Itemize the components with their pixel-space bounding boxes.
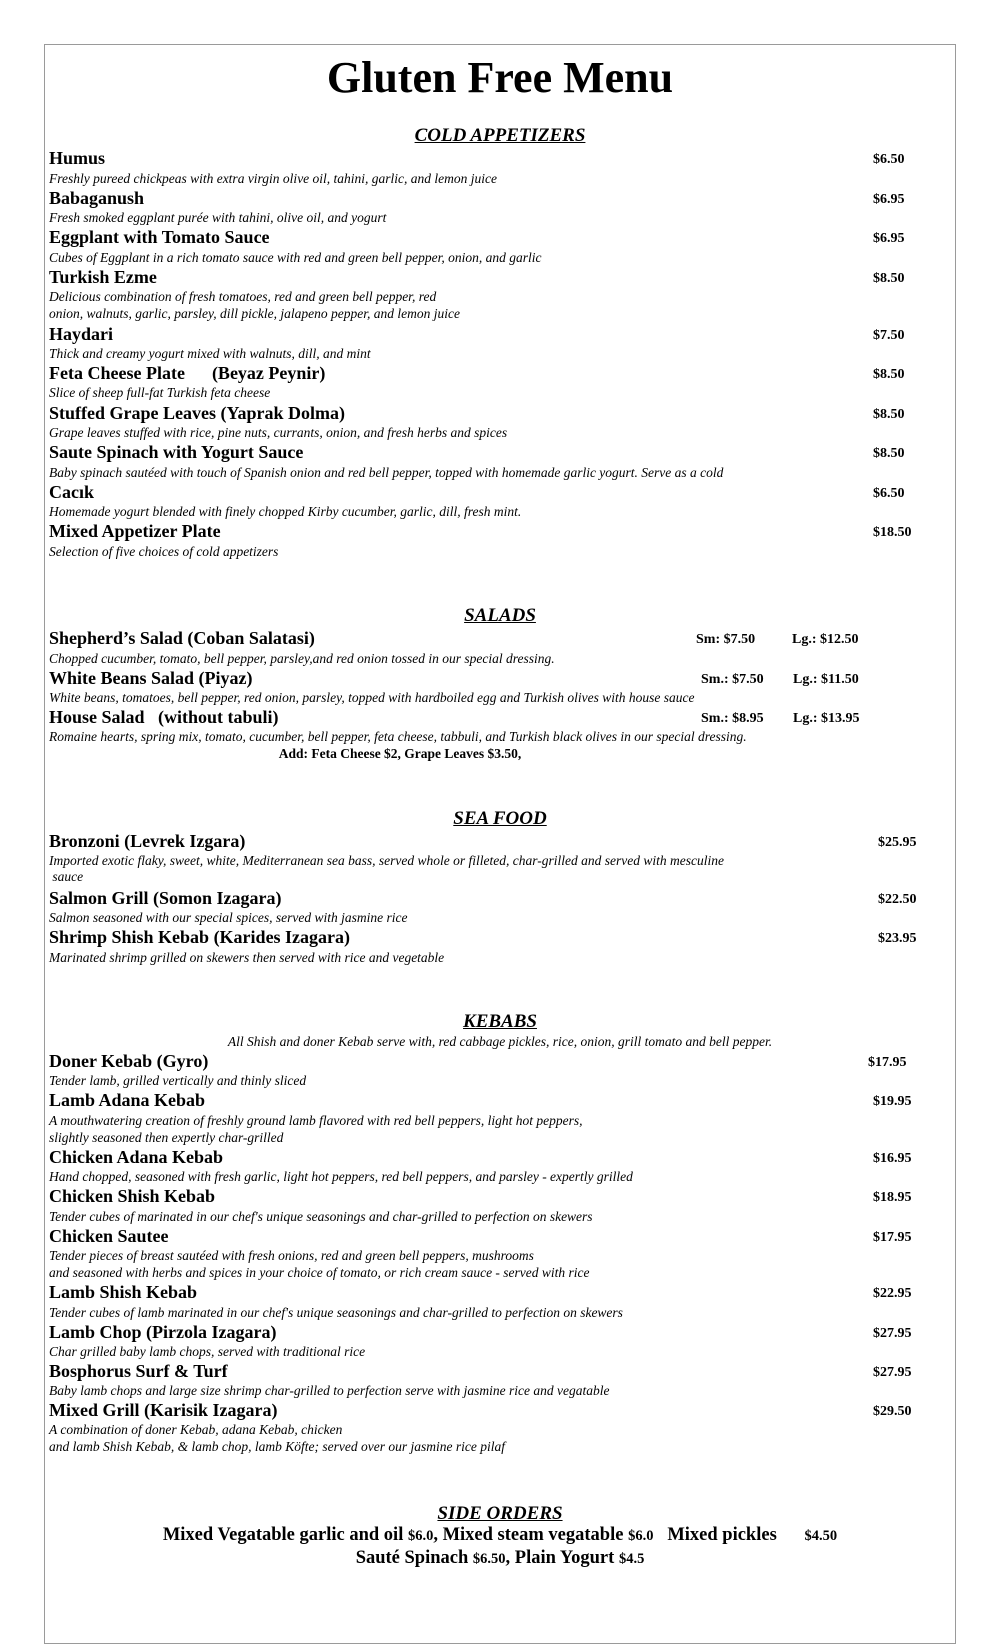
item-description: Freshly pureed chickpeas with extra virgin olive oil, tahini, garlic, and lemon juice [49, 171, 498, 186]
item-name: Salmon Grill (Somon Izagara) [49, 888, 282, 908]
item-name: Feta Cheese Plate (Beyaz Peynir) [49, 363, 326, 383]
item-name: House Salad (without tabuli) [49, 707, 279, 727]
item-name: Babaganush [49, 188, 145, 208]
item-name: Stuffed Grape Leaves (Yaprak Dolma) [49, 403, 345, 423]
item-description-line-2: onion, walnuts, garlic, parsley, dill pickle, jalapeno pepper, and lemon juice [49, 306, 460, 321]
item-price: $8.50 [873, 367, 905, 382]
item-description: Delicious combination of fresh tomatoes, red and green bell pepper, red [49, 289, 437, 304]
item-price: $6.95 [873, 192, 905, 207]
item-name: Lamb Shish Kebab [49, 1282, 198, 1302]
item-description: Slice of sheep full-fat Turkish feta cheese [49, 385, 271, 400]
item-name: Mixed Grill (Karisik Izagara) [49, 1400, 278, 1420]
item-name: Shrimp Shish Kebab (Karides Izagara) [49, 927, 351, 947]
side-orders-line-1 [0, 1524, 1000, 1548]
cold-appetizers-heading: COLD APPETIZERS [414, 125, 586, 146]
item-description: A mouthwatering creation of freshly ground lamb flavored with red bell peppers, light hot peppers, [49, 1113, 583, 1128]
item-name: Haydari [49, 324, 114, 344]
item-description: Tender cubes of marinated in our chef's unique seasonings and char-grilled to perfection on skewers [49, 1209, 593, 1224]
salads-heading: SALADS [464, 605, 536, 626]
item-name: Shepherd’s Salad (Coban Salatasi) [49, 628, 315, 648]
item-description: Baby spinach sautéed with touch of Spanish onion and red bell pepper, topped with homemade garlic yogurt. Serve as a cold [49, 465, 724, 480]
menu-title: Gluten Free Menu [326, 53, 674, 102]
item-description-line-2: and seasoned with herbs and spices in your choice of tomato, or rich cream sauce - served with rice [49, 1265, 590, 1280]
item-price: $29.50 [873, 1404, 912, 1419]
item-price: $6.50 [873, 486, 905, 501]
item-description: Fresh smoked eggplant purée with tahini, olive oil, and yogurt [49, 210, 387, 225]
item-name: Bosphorus Surf & Turf [49, 1361, 228, 1381]
item-description-line-2: and lamb Shish Kebab, & lamb chop, lamb Köfte; served over our jasmine rice pilaf [49, 1439, 505, 1454]
item-description: Chopped cucumber, tomato, bell pepper, parsley,and red onion tossed in our special dressing. [49, 651, 555, 666]
item-name: Chicken Adana Kebab [49, 1147, 224, 1167]
side-orders-line-2 [0, 1547, 1000, 1571]
item-price: $25.95 [878, 835, 917, 850]
item-description: Imported exotic flaky, sweet, white, Mediterranean sea bass, served whole or filleted, char-grilled and served with mesculine [49, 853, 724, 868]
item-description-line-2: slightly seasoned then expertly char-grilled [49, 1130, 284, 1145]
item-name: Humus [49, 148, 106, 168]
item-description: Homemade yogurt blended with finely chopped Kirby cucumber, garlic, dill, fresh mint. [49, 504, 522, 519]
item-price-small: Sm: $7.50 [696, 632, 756, 647]
item-description: Tender pieces of breast sautéed with fresh onions, red and green bell peppers, mushrooms [49, 1248, 534, 1263]
item-description: Grape leaves stuffed with rice, pine nuts, currants, onion, and fresh herbs and spices [49, 425, 508, 440]
item-description: Tender cubes of lamb marinated in our chef's unique seasonings and char-grilled to perfection on skewers [49, 1305, 623, 1320]
item-name: Bronzoni (Levrek Izgara) [49, 831, 246, 851]
item-price: $22.50 [878, 892, 917, 907]
item-price: $17.95 [868, 1055, 907, 1070]
item-price-large: Lg.: $13.95 [793, 711, 860, 726]
item-name: Mixed Appetizer Plate [49, 521, 221, 541]
item-description: Cubes of Eggplant in a rich tomato sauce with red and green bell pepper, onion, and garlic [49, 250, 542, 265]
item-description: Tender lamb, grilled vertically and thinly sliced [49, 1073, 307, 1088]
item-name: White Beans Salad (Piyaz) [49, 668, 253, 688]
side-orders-heading: SIDE ORDERS [437, 1503, 563, 1524]
item-description: Marinated shrimp grilled on skewers then served with rice and vegetable [49, 950, 445, 965]
item-name: Chicken Shish Kebab [49, 1186, 216, 1206]
item-description: White beans, tomatoes, bell pepper, red onion, parsley, topped with hardboiled egg and Turkish olives with house sauce [49, 690, 695, 705]
item-price: $8.50 [873, 271, 905, 286]
item-price: $16.95 [873, 1151, 912, 1166]
item-description: A combination of doner Kebab, adana Kebab, chicken [49, 1422, 343, 1437]
item-name: Lamb Adana Kebab [49, 1090, 206, 1110]
item-name: Turkish Ezme [49, 267, 157, 287]
item-price: $22.95 [873, 1286, 912, 1301]
item-name: Doner Kebab (Gyro) [49, 1051, 209, 1071]
item-description: Selection of five choices of cold appetizers [49, 544, 279, 559]
side-item: Mixed pickles [653, 1525, 805, 1545]
seafood-heading: SEA FOOD [453, 808, 547, 829]
item-description: Thick and creamy yogurt mixed with walnuts, dill, and mint [49, 346, 371, 361]
item-price: $27.95 [873, 1365, 912, 1380]
item-description: Salmon seasoned with our special spices, served with jasmine rice [49, 910, 408, 925]
side-item: Sauté Spinach [355, 1548, 473, 1568]
item-description-line-2: sauce [49, 869, 84, 884]
item-description: Hand chopped, seasoned with fresh garlic, light hot peppers, red bell peppers, and parsley - expertly grilled [49, 1169, 633, 1184]
side-item: , Plain Yogurt [505, 1548, 619, 1568]
item-name: Lamb Chop (Pirzola Izagara) [49, 1322, 277, 1342]
item-price: $23.95 [878, 931, 917, 946]
item-name: Chicken Sautee [49, 1226, 169, 1246]
item-price: $8.50 [873, 446, 905, 461]
side-item: Mixed Vegatable garlic and oil [162, 1525, 408, 1545]
item-price: $19.95 [873, 1094, 912, 1109]
item-price: $18.50 [873, 525, 912, 540]
item-price: $6.95 [873, 231, 905, 246]
salad-add-on-note: Add: Feta Cheese $2, Grape Leaves $3.50, [278, 746, 522, 761]
side-item: , Mixed steam vegatable [433, 1525, 629, 1545]
side-price: $6.50 [472, 1551, 506, 1567]
kebabs-heading: KEBABS [463, 1011, 537, 1032]
item-price-small: Sm.: $8.95 [701, 711, 764, 726]
item-price: $17.95 [873, 1230, 912, 1245]
item-description: Baby lamb chops and large size shrimp char-grilled to perfection serve with jasmine rice and vegatable [49, 1383, 610, 1398]
item-price-small: Sm.: $7.50 [701, 672, 764, 687]
item-price: $27.95 [873, 1326, 912, 1341]
item-price: $7.50 [873, 328, 905, 343]
item-name: Eggplant with Tomato Sauce [49, 227, 270, 247]
side-price: $4.5 [618, 1551, 645, 1567]
item-price: $6.50 [873, 152, 905, 167]
side-price: $6.0 [407, 1528, 434, 1544]
item-name: Cacık [49, 482, 94, 502]
side-price: $6.0 [628, 1528, 654, 1544]
side-price: $4.50 [804, 1528, 838, 1544]
item-name: Saute Spinach with Yogurt Sauce [49, 442, 304, 462]
item-description: Char grilled baby lamb chops, served with traditional rice [49, 1344, 366, 1359]
item-description: Romaine hearts, spring mix, tomato, cucumber, bell pepper, feta cheese, tabbuli, and Turkish black olives in our special dressing. [49, 729, 747, 744]
kebabs-note: All Shish and doner Kebab serve with, red cabbage pickles, rice, onion, grill tomato and bell pepper. [227, 1034, 773, 1049]
item-price: $8.50 [873, 407, 905, 422]
item-price-large: Lg.: $12.50 [792, 632, 859, 647]
item-price-large: Lg.: $11.50 [793, 672, 859, 687]
item-price: $18.95 [873, 1190, 912, 1205]
